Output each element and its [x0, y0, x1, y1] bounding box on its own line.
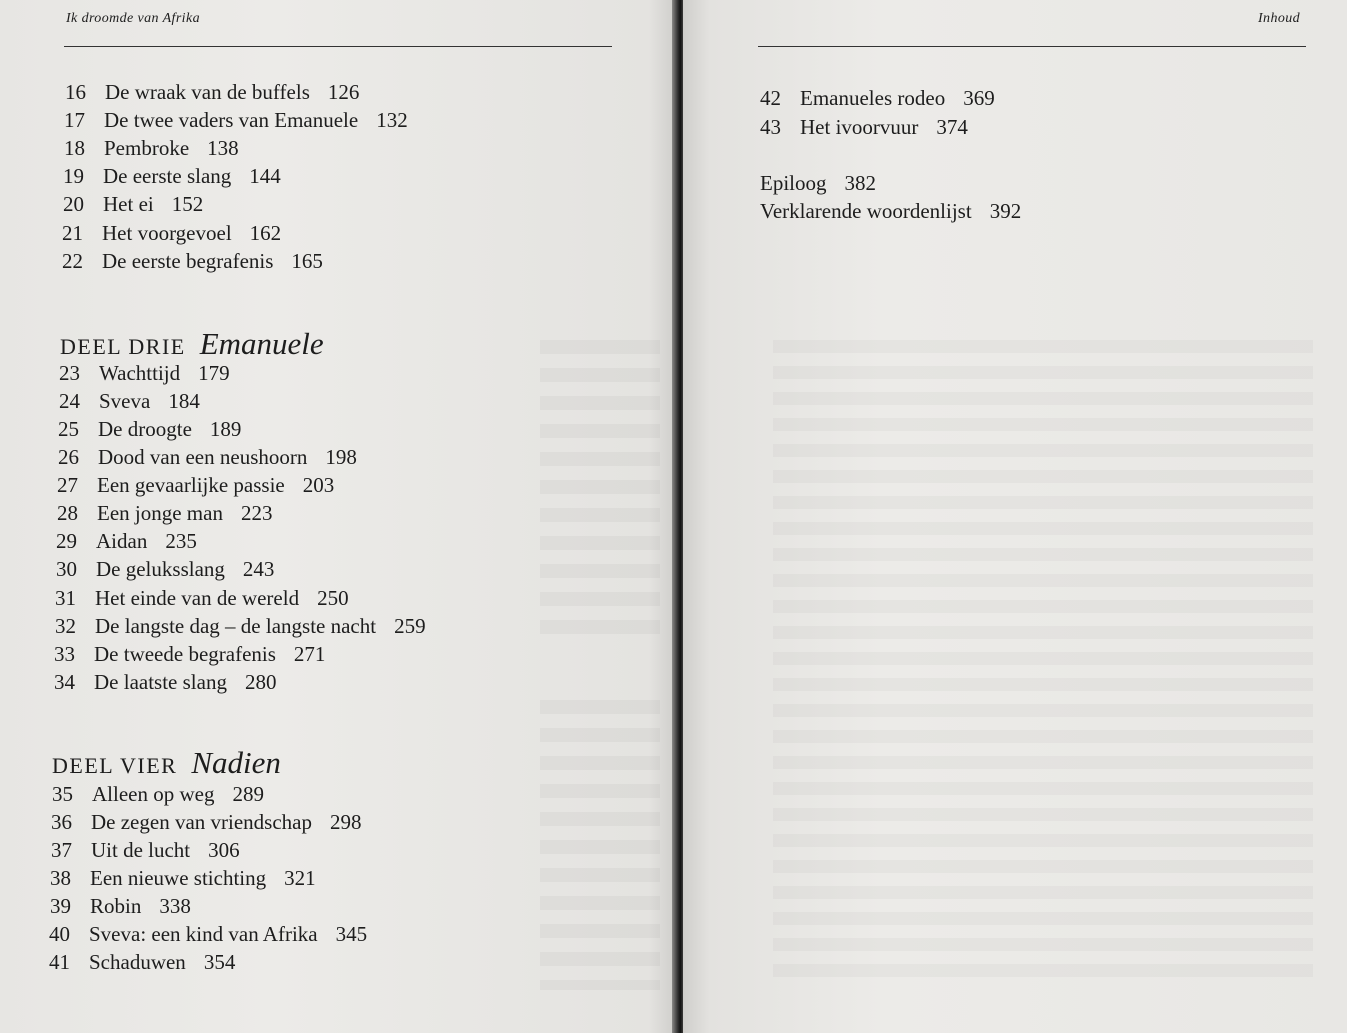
chapter-title: Robin: [90, 894, 142, 918]
header-rule-left: [64, 46, 612, 47]
right-page: [683, 0, 1347, 1033]
toc-entry: [49, 922, 367, 947]
chapter-number: 32: [55, 614, 76, 638]
chapter-title: Alleen op weg: [92, 782, 215, 806]
chapter-page: 184: [168, 389, 200, 413]
chapter-number: 25: [58, 417, 79, 441]
toc-entry: [51, 838, 240, 863]
chapter-page: 223: [240, 501, 273, 525]
chapter-page: 345: [335, 922, 368, 946]
chapter-title: Schaduwen: [89, 950, 186, 974]
chapter-title: De eerste slang: [103, 164, 232, 188]
running-head-right: Inhoud: [1258, 11, 1301, 26]
backmatter-page: 392: [989, 199, 1022, 223]
backmatter-title: Epiloog: [760, 171, 827, 195]
chapter-title: De laatste slang: [94, 670, 227, 694]
part-title: Nadien: [191, 745, 281, 780]
chapter-page: 374: [936, 115, 968, 139]
chapter-title: De eerste begrafenis: [102, 249, 274, 273]
backmatter-title: Verklarende woordenlijst: [760, 199, 972, 223]
chapter-number: 38: [50, 866, 71, 890]
toc-entry: [55, 586, 349, 611]
chapter-page: 289: [232, 782, 264, 806]
chapter-page: 338: [159, 894, 191, 918]
chapter-page: 144: [249, 164, 281, 188]
toc-entry: [57, 473, 334, 498]
chapter-title: Het ivoorvuur: [800, 115, 919, 139]
toc-entry: [62, 221, 281, 246]
chapter-number: 33: [54, 642, 75, 666]
part-title: Emanuele: [199, 326, 324, 361]
chapter-title: Uit de lucht: [91, 838, 191, 862]
chapter-title: Sveva: [99, 389, 151, 413]
chapter-number: 39: [50, 894, 71, 918]
chapter-title: De langste dag – de langste nacht: [95, 614, 377, 638]
chapter-page: 306: [208, 838, 240, 862]
toc-entry: [57, 501, 272, 526]
chapter-title: Het ei: [103, 192, 154, 216]
toc-entry: [64, 136, 239, 161]
toc-entry: [58, 417, 241, 442]
chapter-page: 203: [302, 473, 335, 497]
chapter-number: 21: [62, 221, 83, 245]
part-heading-three: [60, 326, 324, 362]
backmatter-page: 382: [844, 171, 876, 195]
chapter-title: De wraak van de buffels: [105, 80, 310, 104]
running-head-left: Ik droomde van Afrika: [66, 11, 200, 26]
chapter-title: Een gevaarlijke passie: [97, 473, 285, 497]
toc-entry: [760, 115, 968, 140]
chapter-number: 19: [63, 164, 84, 188]
chapter-number: 40: [49, 922, 70, 946]
chapter-page: 280: [244, 670, 277, 694]
part-label: DEEL DRIE: [60, 334, 186, 359]
chapter-page: 198: [325, 445, 357, 469]
chapter-number: 17: [64, 108, 85, 132]
toc-entry: [64, 108, 408, 133]
toc-entry: [58, 445, 357, 470]
toc-entry: [50, 894, 191, 919]
chapter-title: Een jonge man: [97, 501, 223, 525]
chapter-page: 189: [209, 417, 242, 441]
chapter-title: Sveva: een kind van Afrika: [89, 922, 318, 946]
toc-entry: [50, 866, 316, 891]
chapter-number: 37: [51, 838, 72, 862]
chapter-number: 31: [55, 586, 76, 610]
chapter-number: 34: [54, 670, 75, 694]
chapter-title: De droogte: [98, 417, 192, 441]
chapter-title: Het einde van de wereld: [95, 586, 300, 610]
chapter-number: 22: [62, 249, 83, 273]
chapter-number: 29: [56, 529, 77, 553]
chapter-number: 16: [65, 80, 86, 104]
chapter-page: 259: [394, 614, 426, 638]
show-through-text: [540, 700, 660, 990]
chapter-number: 24: [59, 389, 80, 413]
chapter-page: 235: [165, 529, 197, 553]
chapter-title: Een nieuwe stichting: [90, 866, 267, 890]
chapter-title: Het voorgevoel: [102, 221, 232, 245]
header-rule-right: [758, 46, 1306, 47]
chapter-number: 43: [760, 115, 781, 139]
chapter-title: Dood van een neushoorn: [98, 445, 308, 469]
chapter-number: 20: [63, 192, 84, 216]
toc-entry: [51, 810, 361, 835]
toc-entry: [49, 950, 235, 975]
chapter-page: 126: [327, 80, 360, 104]
toc-entry-backmatter: [760, 199, 1021, 224]
chapter-page: 354: [203, 950, 236, 974]
part-label: DEEL VIER: [52, 753, 178, 778]
chapter-title: De zegen van vriendschap: [91, 810, 312, 834]
toc-entry: [62, 249, 323, 274]
chapter-number: 26: [58, 445, 79, 469]
toc-entry: [54, 670, 276, 695]
toc-entry: [52, 782, 264, 807]
chapter-number: 28: [57, 501, 78, 525]
chapter-number: 30: [56, 557, 77, 581]
toc-entry: [59, 361, 230, 386]
chapter-number: 18: [64, 136, 85, 160]
chapter-number: 41: [49, 950, 70, 974]
toc-entry: [63, 164, 281, 189]
toc-entry: [65, 80, 359, 105]
chapter-title: De geluksslang: [96, 557, 225, 581]
chapter-number: 36: [51, 810, 72, 834]
toc-entry: [55, 614, 426, 639]
toc-entry: [63, 192, 203, 217]
chapter-page: 152: [171, 192, 204, 216]
chapter-title: Aidan: [96, 529, 148, 553]
toc-entry: [760, 86, 995, 111]
part-heading-four: [52, 745, 281, 781]
chapter-title: De twee vaders van Emanuele: [104, 108, 359, 132]
chapter-page: 369: [963, 86, 995, 110]
chapter-page: 298: [329, 810, 362, 834]
show-through-text: [773, 340, 1313, 980]
show-through-text: [540, 340, 660, 640]
chapter-number: 35: [52, 782, 73, 806]
chapter-page: 271: [293, 642, 326, 666]
toc-entry: [56, 557, 274, 582]
chapter-number: 27: [57, 473, 78, 497]
chapter-number: 23: [59, 361, 80, 385]
chapter-title: Pembroke: [104, 136, 190, 160]
toc-entry: [56, 529, 197, 554]
chapter-page: 138: [207, 136, 239, 160]
toc-entry: [54, 642, 325, 667]
toc-entry: [59, 389, 200, 414]
toc-entry-backmatter: [760, 171, 876, 196]
chapter-page: 165: [291, 249, 323, 273]
chapter-page: 250: [317, 586, 349, 610]
chapter-page: 132: [376, 108, 408, 132]
chapter-title: Emanueles rodeo: [800, 86, 946, 110]
chapter-title: Wachttijd: [99, 361, 181, 385]
chapter-page: 179: [198, 361, 230, 385]
chapter-page: 162: [249, 221, 282, 245]
chapter-number: 42: [760, 86, 781, 110]
chapter-page: 321: [284, 866, 316, 890]
chapter-page: 243: [242, 557, 275, 581]
chapter-title: De tweede begrafenis: [94, 642, 276, 666]
